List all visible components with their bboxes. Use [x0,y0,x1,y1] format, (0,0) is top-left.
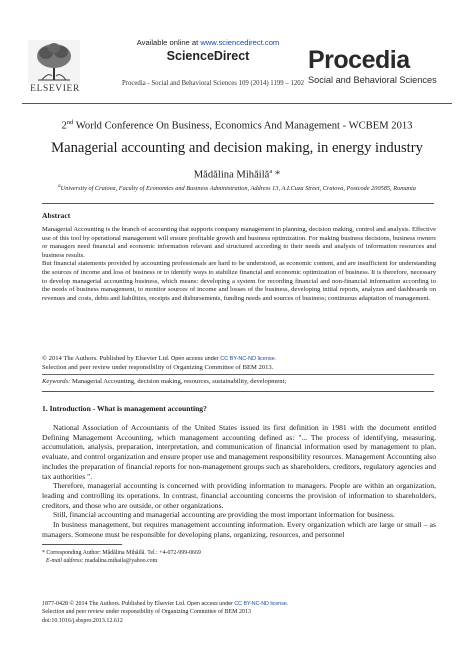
doi: doi:10.1016/j.sbspro.2013.12.612 [42,617,123,624]
keywords-rule [42,374,434,375]
intro-body [42,423,436,539]
copyright-text: © 2014 The Authors. Published by Elsevier Ltd. [42,355,170,362]
body-paragraph: In business management, but requires management accounting information. Every organization which are large or small – as managers. Someone must be responsible for developing plans, organizing, resources, and personnel [42,520,436,539]
footnote-rule [42,544,122,545]
abstract-bottom-rule [42,391,434,392]
abstract-paragraph: But financial statements provided by accounting professionals are hard to be understood, as economic content, and are insufficient for understanding the sources of income and loss of business or to identify ways to stabilize financial and economic optimization of business. It is therefore, necessary to develop managerial accounting business, which means: developing a system for recording financial and non-financial information according to the needs of business management, to monitor sources of income and losses of the business, developing initial reports, analyzes and dashboards on revenues and costs, debts and liabilities, receipts and disbursements, funding needs and sources of business; continuous adaptation of management. [42,260,436,302]
sciencedirect-brand: ScienceDirect [166,49,250,63]
paper-title: Managerial accounting and decision making, in energy industry [51,140,423,156]
selection-text: Selection and peer review under responsibility of Organizing Committee of BEM 2013. [42,363,274,371]
journal-title: Procedia [308,46,410,74]
conference-ordinal: 2 [61,120,67,132]
conference-name [22,119,452,132]
affiliation [22,183,452,192]
keywords-line [42,378,436,385]
abstract-paragraph: Managerial Accounting is the branch of accounting that supports company management in planning, decision making, control and analysis. Effective use of this tool by operational management will ensure profitable growth and business optimization. For making business decisions, business owners or managers need financial and economic information relevant and structured according to their needs and analysis of information resources and business results. [42,226,436,259]
corresponding-mark: * [272,169,281,181]
author-affil-mark: a [269,168,273,175]
journal-citation: Procedia - Social and Behavioral Sciences 109 (2014) 1199 – 1202 [121,80,305,87]
footnote [42,549,436,565]
availability-line [118,38,298,47]
open-access-text: Open access under [169,356,221,362]
keywords-text: Managerial Accounting, decision making, resources, sustainability, development; [70,378,287,385]
header-divider [22,103,452,104]
footer-open-access: Open access under [185,601,235,607]
abstract-copyright [42,355,436,372]
abstract-body [42,226,436,303]
affiliation-text: University of Craiova, Faculty of Economics and Business Administration, Address 13, A.I.Cuza Street, Craiova, Postcode 200585, Romania [60,185,416,193]
abstract-heading: Abstract [42,211,71,220]
email-label: E-mail address: [46,558,84,565]
sciencedirect-link[interactable]: www.sciencedirect.com [200,38,280,47]
available-prefix: Available online at [136,38,199,47]
page-footer [42,600,436,625]
issn-copyright: 1877-0428 © 2014 The Authors. Published by Elsevier Ltd. [42,601,186,607]
license-link[interactable]: CC BY-NC-ND license. [220,356,277,362]
author-line [22,168,452,181]
keywords-label: Keywords: [42,378,71,385]
section-heading: 1. Introduction - What is management accounting? [42,404,207,413]
footer-selection: Selection and peer review under responsibility of Organizing Committee of BEM 2013 [42,609,252,616]
email-address: madalina.mihaila@yahoo.com [83,558,158,565]
author-name: Mădălina Mihăilă [193,169,270,181]
body-paragraph: National Association of Accountants of the United States issued its first definition in 1981 with the document entitled Defining Management Accounting, which management accounting defined as: "... The process of identifying, measuring, accumulation, analysis, preparation, interpretation, and communication of financial information used by management to plan, evaluate, and control organization and ensure proper use and management responsibility resources. Management Accounting also includes the preparation of financial reports for non-management groups such as shareholders, creditors, regulatory agencies and tax authorities ". [42,423,436,481]
body-paragraph: Therefore, managerial accounting is concerned with providing information to managers. People are within an organization, leading and controlling its operations. In contrast, financial accounting concerns the provision of information to shareholders, creditors, and those who are outside, or other organizations. [42,481,436,510]
journal-subtitle: Social and Behavioral Sciences [308,75,437,85]
elsevier-tree-logo [28,40,80,84]
footer-license-link[interactable]: CC BY-NC-ND license. [234,601,289,607]
affiliation-mark: a [58,183,61,189]
body-paragraph: Still, financial accounting and managerial accounting are providing the most important information for business. [53,510,395,520]
corresponding-author: * Corresponding Author: Mădălina Mihăilă. Tel.: +4-072-999-0669 [42,550,201,556]
conference-ordinal-suffix: nd [66,119,74,126]
conference-title: World Conference On Business, Economics And Management - WCBEM 2013 [73,120,413,132]
abstract-top-rule [42,203,434,204]
publisher-label: ELSEVIER [30,84,80,94]
